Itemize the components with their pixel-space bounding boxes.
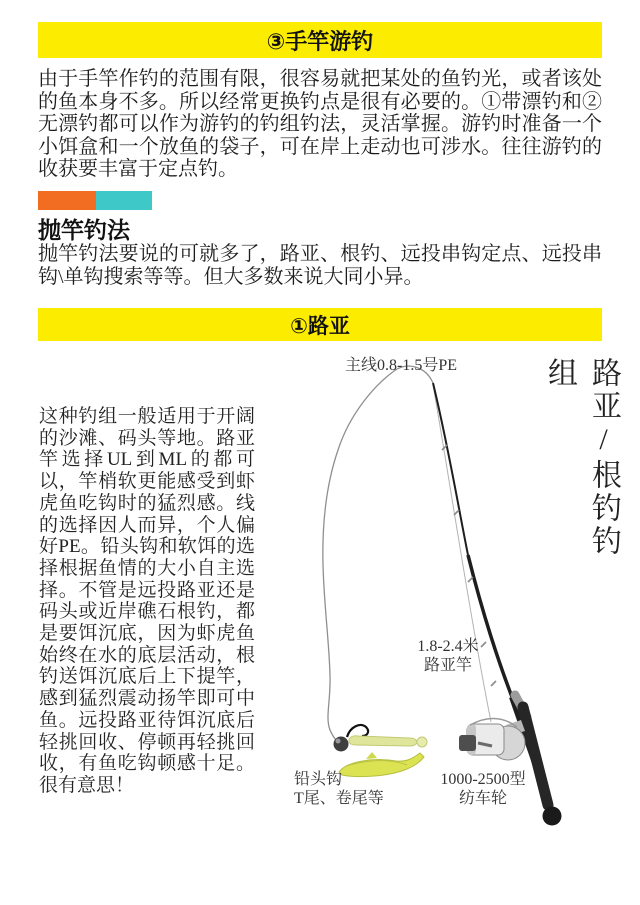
- worm-t-tail: [417, 737, 427, 747]
- casting-section-paragraph: 抛竿钓法要说的可就多了，路亚、根钓、远投串钩定点、远投串钩\单钩搜索等等。但大多数来说大同小异。: [38, 243, 602, 288]
- section-banner-hand-rod: [38, 22, 602, 58]
- lure-body-text: 这种钓组一般适用于开阔的沙滩、码头等地。路亚竿选择UL到ML的都可以，竿梢软更能感受到虾虎鱼吃钩时的猛烈感。线的选择因人而异，个人偏好PE。铅头钩和软饵的选择根据鱼情的大小自主选择。不管是远投路亚还是码头或近岸礁石根钓，都是要饵沉底，因为虾虎鱼始终在水的底层活动，根钓送饵沉底后上下提竿，感到猛烈震动扬竿即可中鱼。远投路亚待饵沉底后轻挑回收、停顿再轻挑回收，有鱼吃钩顿感十足。很有意思！: [39, 406, 255, 796]
- fish-lure-fin: [366, 752, 377, 759]
- rod-length-label-line2: 路亚竿: [423, 657, 472, 674]
- intro-paragraph: 由于手竿作钓的范围有限，很容易就把某处的鱼钓光，或者该处的鱼本身不多。所以经常更换钓点是很有必要的。①带漂钓和②无漂钓都可以作为游钓的钓组钓法，灵活掌握。游钓时准备一个小饵盒和一个放鱼的袋子，可在岸上走动也可涉水。往往游钓的收获要丰富于定点钓。: [38, 68, 602, 180]
- rod-butt-cap: [543, 807, 562, 826]
- fishing-line-loop: [323, 366, 433, 743]
- rod-length-label-line1: 1.8-2.4米: [417, 638, 479, 655]
- section-banner-lure-label: ①路亚: [290, 314, 350, 338]
- accent-bar-teal: [96, 191, 152, 210]
- rig-diagram: [0, 345, 640, 865]
- reel-handle-knob: [459, 735, 476, 751]
- reel-label-line2: 纺车轮: [458, 790, 507, 807]
- jig-head-highlight: [336, 739, 341, 744]
- accent-bar-orange: [38, 191, 96, 210]
- mainline-label: 主线0.8-1.5号PE: [345, 357, 458, 374]
- rod-length-label: [393, 637, 503, 675]
- rod-tip-segment: [433, 383, 468, 555]
- soft-worm-lure: [349, 736, 417, 746]
- jig-label: [294, 770, 384, 808]
- reel-label-line1: 1000-2500型: [440, 771, 526, 788]
- jig-label-line2: T尾、卷尾等: [294, 790, 384, 807]
- jig-hook: [347, 725, 368, 737]
- rod-mid-segment: [468, 555, 512, 697]
- section-banner-lure: [38, 308, 602, 341]
- diagram-vertical-title: 路亚/根钓钓组: [543, 357, 620, 558]
- jig-label-line1: 铅头钩: [294, 771, 343, 788]
- reel-label: [424, 770, 542, 808]
- section-banner-hand-rod-label: ③手竿游钓: [266, 28, 374, 54]
- jig-head-ball: [334, 737, 349, 752]
- casting-section-heading: 抛竿钓法: [38, 217, 130, 243]
